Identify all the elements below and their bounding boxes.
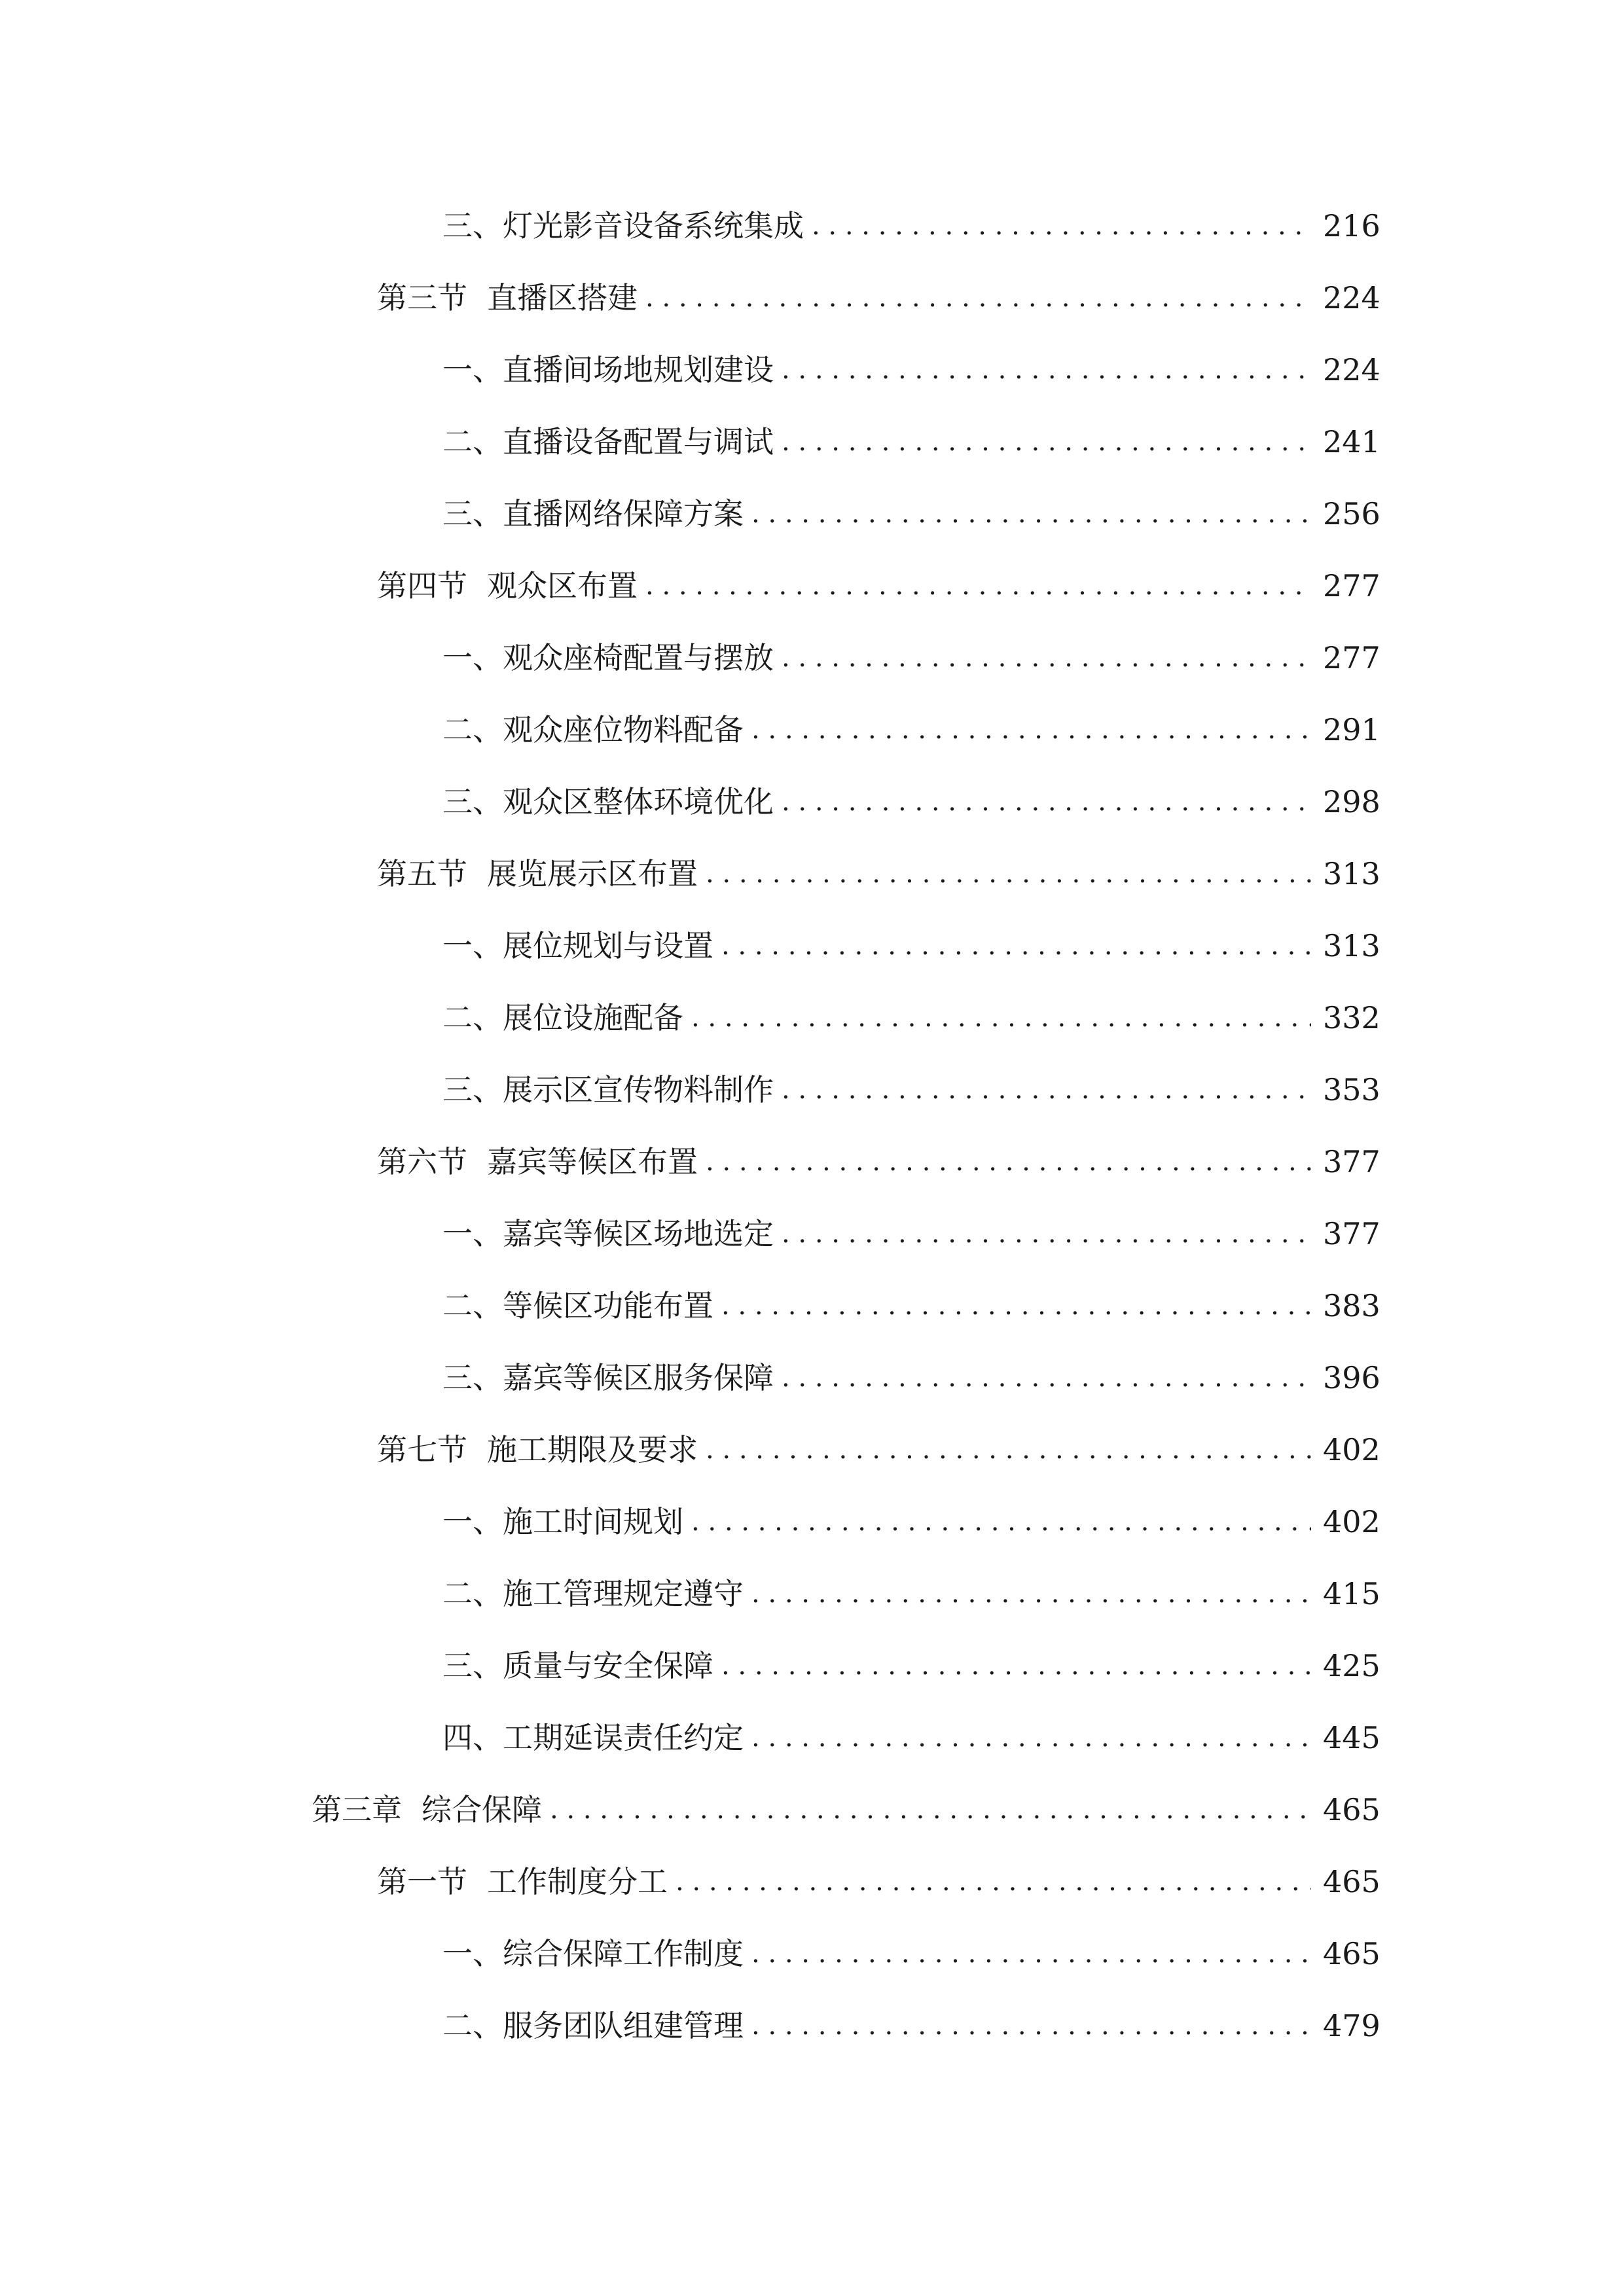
toc-entry-row xyxy=(377,1414,1379,1486)
toc-entry-title: 服务团队组建管理 xyxy=(503,2008,744,2043)
toc-entry-page-number: 241 xyxy=(1323,424,1380,459)
toc-entry-number: 三、 xyxy=(442,208,503,243)
toc-entry-page-number: 224 xyxy=(1323,352,1380,387)
dot-leader xyxy=(751,501,1311,527)
toc-entry-title: 嘉宾等候区场地选定 xyxy=(503,1216,774,1251)
toc-entry-row xyxy=(442,1486,1379,1558)
dot-leader xyxy=(691,1509,1311,1535)
dot-leader xyxy=(751,2013,1311,2039)
dot-leader xyxy=(751,1725,1311,1751)
toc-entry-row xyxy=(442,1558,1379,1630)
toc-entry-page-number: 425 xyxy=(1323,1648,1380,1683)
toc-entry-number: 四、 xyxy=(442,1720,503,1755)
toc-entry-number: 第四节 xyxy=(377,568,467,603)
toc-entry-number: 第五节 xyxy=(377,856,467,891)
toc-entry[interactable] xyxy=(0,1630,1624,1702)
toc-entry-title: 灯光影音设备系统集成 xyxy=(503,208,804,243)
dot-leader xyxy=(676,1869,1311,1895)
toc-entry[interactable] xyxy=(0,1126,1624,1198)
toc-entry-title: 展位设施配备 xyxy=(503,1000,683,1035)
toc-entry-row xyxy=(442,1918,1379,1990)
toc-entry-row xyxy=(442,910,1379,982)
dot-leader xyxy=(751,1581,1311,1607)
dot-leader xyxy=(721,1293,1311,1319)
toc-entry-row xyxy=(442,1198,1379,1270)
toc-entry-title: 嘉宾等候区布置 xyxy=(487,1144,698,1179)
toc-entry-number: 三、 xyxy=(442,496,503,531)
dot-leader xyxy=(691,1005,1311,1031)
toc-entry-page-number: 402 xyxy=(1323,1504,1380,1539)
toc-entry-title: 质量与安全保障 xyxy=(503,1648,713,1683)
toc-entry-row xyxy=(442,1342,1379,1414)
toc-entry-row xyxy=(442,982,1379,1054)
toc-entry-page-number: 383 xyxy=(1323,1288,1380,1323)
toc-entry-row xyxy=(442,478,1379,550)
toc-entry-number: 第三章 xyxy=(312,1792,402,1827)
toc-entry-page-number: 445 xyxy=(1323,1720,1380,1755)
dot-leader xyxy=(782,429,1311,455)
toc-entry-page-number: 332 xyxy=(1323,1000,1380,1035)
toc-entry[interactable] xyxy=(0,478,1624,550)
toc-entry-row xyxy=(442,190,1379,262)
dot-leader xyxy=(751,1941,1311,1967)
toc-entry-title: 综合保障工作制度 xyxy=(503,1936,744,1971)
dot-leader xyxy=(812,213,1311,239)
toc-entry-row xyxy=(377,838,1379,910)
toc-entry-number: 一、 xyxy=(442,1936,503,1971)
toc-entry-number: 三、 xyxy=(442,1072,503,1107)
toc-entry[interactable] xyxy=(0,622,1624,694)
toc-entry[interactable] xyxy=(0,694,1624,766)
toc-entry-title: 直播网络保障方案 xyxy=(503,496,744,531)
toc-entry-title: 观众座椅配置与摆放 xyxy=(503,640,774,675)
toc-entry-row xyxy=(377,1846,1379,1918)
toc-entry[interactable] xyxy=(0,1342,1624,1414)
dot-leader xyxy=(751,717,1311,743)
toc-entry[interactable] xyxy=(0,1990,1624,2062)
toc-entry[interactable] xyxy=(0,1558,1624,1630)
toc-entry-title: 直播设备配置与调试 xyxy=(503,424,774,459)
dot-leader xyxy=(782,1221,1311,1247)
toc-entry-title: 工作制度分工 xyxy=(487,1864,668,1899)
toc-entry-number: 二、 xyxy=(442,1576,503,1611)
toc-entry-title: 嘉宾等候区服务保障 xyxy=(503,1360,774,1395)
toc-entry-number: 二、 xyxy=(442,2008,503,2043)
toc-entry-title: 工期延误责任约定 xyxy=(503,1720,744,1755)
dot-leader xyxy=(721,1653,1311,1679)
toc-entry[interactable] xyxy=(0,1198,1624,1270)
toc-entry[interactable] xyxy=(0,838,1624,910)
toc-entry-row xyxy=(377,1126,1379,1198)
toc-entry-row xyxy=(442,334,1379,406)
dot-leader xyxy=(645,573,1311,599)
dot-leader xyxy=(782,789,1311,815)
toc-entry-page-number: 465 xyxy=(1323,1936,1380,1971)
toc-entry[interactable] xyxy=(0,1846,1624,1918)
toc-entry[interactable] xyxy=(0,1702,1624,1774)
toc-entry-title: 等候区功能布置 xyxy=(503,1288,713,1323)
toc-entry[interactable] xyxy=(0,1774,1624,1846)
toc-entry-title: 观众区布置 xyxy=(487,568,638,603)
toc-entry-row xyxy=(442,1702,1379,1774)
toc-entry-number: 一、 xyxy=(442,352,503,387)
dot-leader xyxy=(706,1437,1311,1463)
toc-entry-number: 第六节 xyxy=(377,1144,467,1179)
toc-entry[interactable] xyxy=(0,262,1624,334)
toc-entry-number: 二、 xyxy=(442,1000,503,1035)
toc-entry-number: 二、 xyxy=(442,1288,503,1323)
toc-entry-title: 直播间场地规划建设 xyxy=(503,352,774,387)
toc-entry-page-number: 224 xyxy=(1323,280,1380,315)
dot-leader xyxy=(782,357,1311,383)
toc-entry-number: 三、 xyxy=(442,784,503,819)
toc-entry-number: 第七节 xyxy=(377,1432,467,1467)
toc-entry-number: 第三节 xyxy=(377,280,467,315)
toc-entry-page-number: 353 xyxy=(1323,1072,1380,1107)
dot-leader xyxy=(706,1149,1311,1175)
toc-entry-number: 一、 xyxy=(442,1504,503,1539)
toc-entry[interactable] xyxy=(0,1486,1624,1558)
toc-entry-page-number: 298 xyxy=(1323,784,1380,819)
toc-entry-row xyxy=(442,1054,1379,1126)
toc-entry-row xyxy=(377,550,1379,622)
toc-entry-title: 展览展示区布置 xyxy=(487,856,698,891)
toc-entry[interactable] xyxy=(0,406,1624,478)
toc-entry-number: 一、 xyxy=(442,928,503,963)
toc-entry-row xyxy=(442,622,1379,694)
dot-leader xyxy=(645,285,1311,311)
toc-entry-row xyxy=(442,1990,1379,2062)
toc-entry[interactable] xyxy=(0,190,1624,262)
toc-entry[interactable] xyxy=(0,334,1624,406)
toc-entry[interactable] xyxy=(0,1270,1624,1342)
toc-entry-number: 三、 xyxy=(442,1360,503,1395)
toc-entry-title: 施工管理规定遵守 xyxy=(503,1576,744,1611)
dot-leader xyxy=(782,1077,1311,1103)
toc-entry-title: 观众区整体环境优化 xyxy=(503,784,774,819)
toc-entry[interactable] xyxy=(0,1054,1624,1126)
toc-entry-title: 施工期限及要求 xyxy=(487,1432,698,1467)
toc-entry-row xyxy=(442,694,1379,766)
toc-entry-row xyxy=(442,406,1379,478)
toc-entry-number: 一、 xyxy=(442,640,503,675)
dot-leader xyxy=(550,1797,1311,1823)
toc-entry-row xyxy=(442,1270,1379,1342)
toc-entry-page-number: 216 xyxy=(1323,208,1380,243)
toc-entry-page-number: 291 xyxy=(1323,712,1380,747)
toc-entry-title: 施工时间规划 xyxy=(503,1504,683,1539)
toc-entry[interactable] xyxy=(0,982,1624,1054)
toc-entry-page-number: 465 xyxy=(1323,1792,1380,1827)
toc-entry[interactable] xyxy=(0,766,1624,838)
toc-entry-title: 观众座位物料配备 xyxy=(503,712,744,747)
toc-entry-row xyxy=(312,1774,1379,1846)
toc-entry-row xyxy=(442,766,1379,838)
toc-entry-number: 二、 xyxy=(442,424,503,459)
table-of-contents xyxy=(0,190,1624,2062)
toc-entry[interactable] xyxy=(0,550,1624,622)
toc-entry-title: 综合保障 xyxy=(422,1792,542,1827)
toc-entry-number: 二、 xyxy=(442,712,503,747)
toc-entry-page-number: 277 xyxy=(1323,640,1380,675)
toc-entry-page-number: 396 xyxy=(1323,1360,1380,1395)
dot-leader xyxy=(721,933,1311,959)
toc-entry-page-number: 465 xyxy=(1323,1864,1380,1899)
dot-leader xyxy=(706,861,1311,887)
toc-entry-page-number: 402 xyxy=(1323,1432,1380,1467)
toc-entry-title: 直播区搭建 xyxy=(487,280,638,315)
toc-entry-page-number: 277 xyxy=(1323,568,1380,603)
toc-entry-page-number: 377 xyxy=(1323,1216,1380,1251)
toc-entry-title: 展示区宣传物料制作 xyxy=(503,1072,774,1107)
toc-entry-title: 展位规划与设置 xyxy=(503,928,713,963)
dot-leader xyxy=(782,645,1311,671)
toc-entry-row xyxy=(442,1630,1379,1702)
toc-entry[interactable] xyxy=(0,910,1624,982)
toc-entry-page-number: 415 xyxy=(1323,1576,1380,1611)
toc-entry-page-number: 256 xyxy=(1323,496,1380,531)
dot-leader xyxy=(782,1365,1311,1391)
toc-entry-number: 第一节 xyxy=(377,1864,467,1899)
toc-entry[interactable] xyxy=(0,1918,1624,1990)
toc-entry-number: 三、 xyxy=(442,1648,503,1683)
toc-entry-page-number: 313 xyxy=(1323,856,1380,891)
toc-entry-page-number: 479 xyxy=(1323,2008,1380,2043)
toc-entry[interactable] xyxy=(0,1414,1624,1486)
toc-entry-page-number: 377 xyxy=(1323,1144,1380,1179)
toc-entry-number: 一、 xyxy=(442,1216,503,1251)
toc-entry-row xyxy=(377,262,1379,334)
toc-entry-page-number: 313 xyxy=(1323,928,1380,963)
